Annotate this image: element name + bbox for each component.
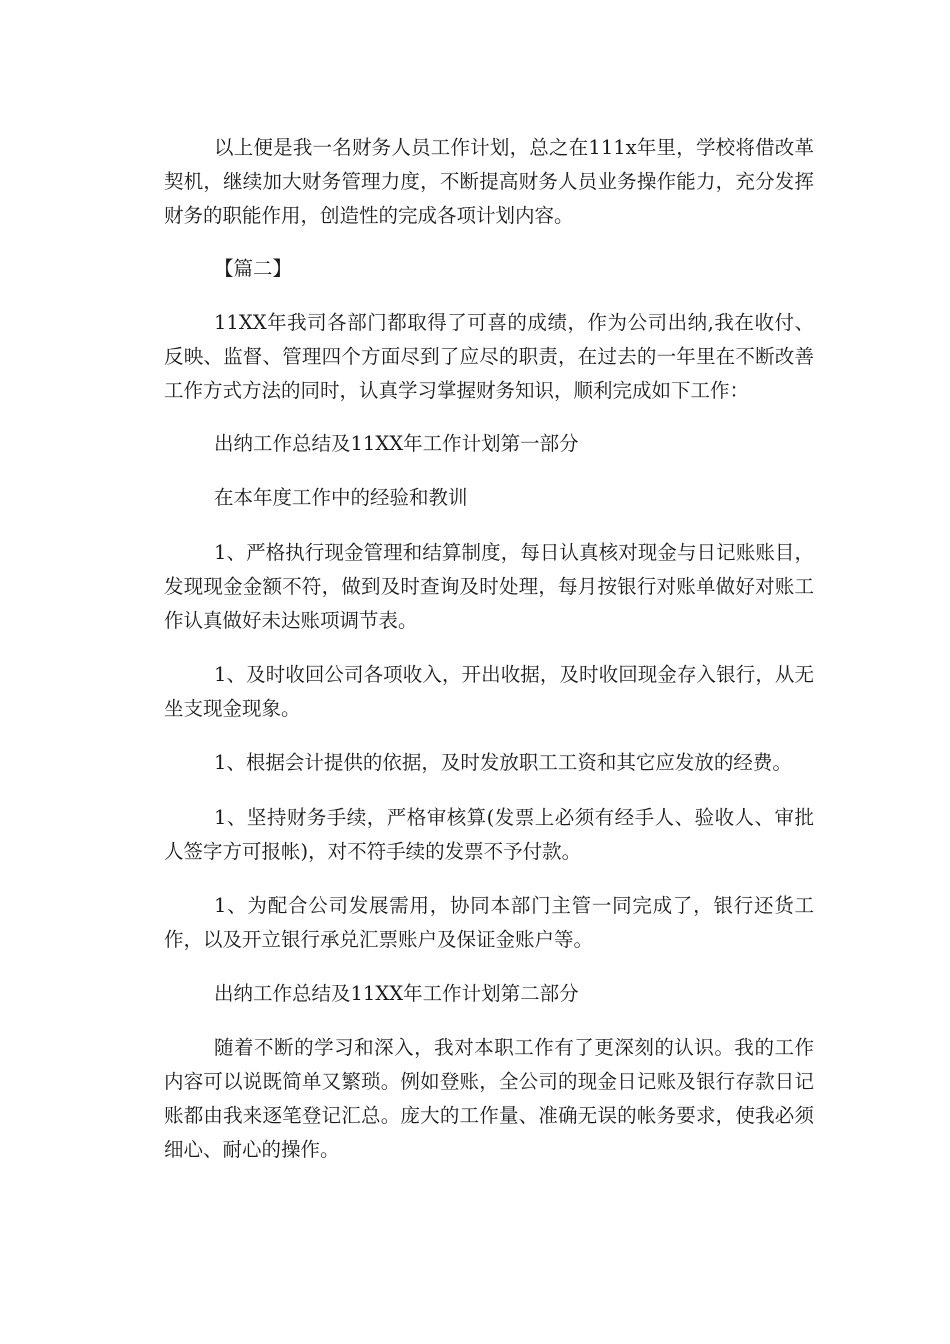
subheading-part-two: 出纳工作总结及11XX年工作计划第二部分 xyxy=(214,982,579,1005)
paragraph-work-content: 随着不断的学习和深入，我对本职工作有了更深刻的认识。我的工作内容可以说既简单又繁琐。例如登账，全公司的现金日记账及银行存款日记账都由我来逐笔登记汇总。庞大的工作量、准确无误的帐务要求，使我必须细心、耐心的操作。 xyxy=(164,1036,814,1161)
section-heading-part-two: 【篇二】 xyxy=(214,257,293,280)
paragraph-summary: 以上便是我一名财务人员工作计划，总之在111x年里，学校将借改革契机，继续加大财务管理力度，不断提高财务人员业务操作能力，充分发挥财务的职能作用，创造性的完成各项计划内容。 xyxy=(164,136,814,227)
subheading-part-one: 出纳工作总结及11XX年工作计划第一部分 xyxy=(214,432,579,455)
list-item-salary-payment: 1、根据会计提供的依据，及时发放职工工资和其它应发放的经费。 xyxy=(214,751,792,774)
list-item-bank-accounts: 1、为配合公司发展需用，协同本部门主管一同完成了，银行还货工作，以及开立银行承兑汇票账户及保证金账户等。 xyxy=(164,894,814,951)
list-item-income-collection: 1、及时收回公司各项收入，开出收据，及时收回现金存入银行，从无坐支现金现象。 xyxy=(164,663,814,720)
paragraph-intro: 11XX年我司各部门都取得了可喜的成绩，作为公司出纳,我在收付、反映、监督、管理四个方面尽到了应尽的职责，在过去的一年里在不断改善工作方式方法的同时，认真学习掌握财务知识，顺利完成如下工作： xyxy=(164,311,814,402)
list-item-cash-management: 1、严格执行现金管理和结算制度，每日认真核对现金与日记账账目，发现现金金额不符，做到及时查询及时处理，每月按银行对账单做好对账工作认真做好未达账项调节表。 xyxy=(164,541,814,632)
list-item-invoice-review: 1、坚持财务手续，严格审核算(发票上必须有经手人、验收人、审批人签字方可报帐)，对不符手续的发票不予付款。 xyxy=(164,806,814,863)
subheading-experience: 在本年度工作中的经验和教训 xyxy=(214,486,468,509)
